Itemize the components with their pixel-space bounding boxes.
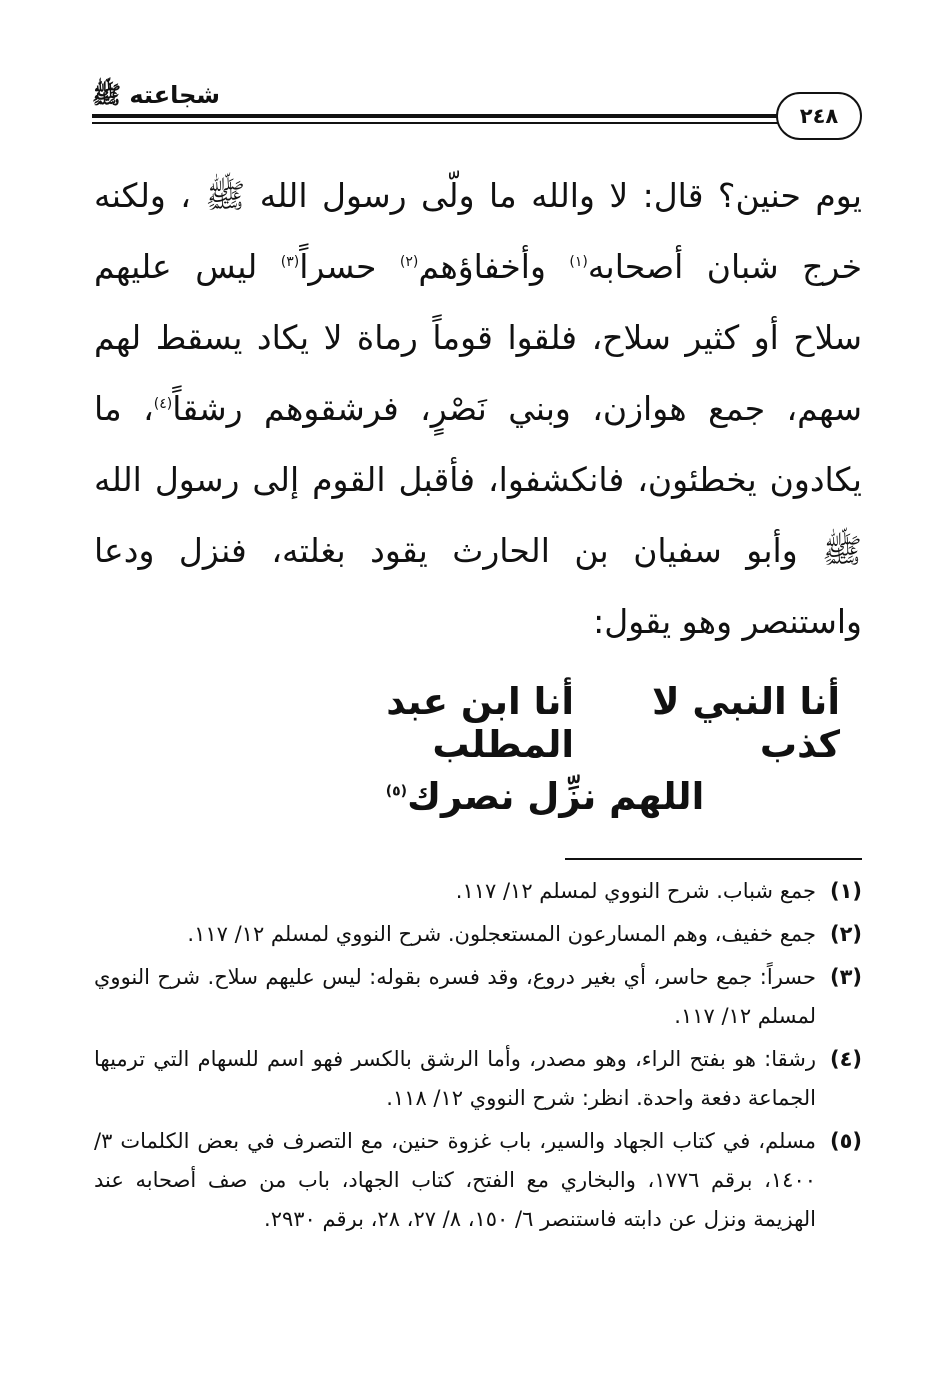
footnote (94, 1040, 862, 1118)
running-title: شجاعته ﷺ (92, 81, 221, 109)
header-rule-thick (92, 114, 792, 118)
footnote (94, 1122, 862, 1239)
footnote-number: (٢) (829, 922, 862, 946)
body-line-2 (94, 231, 862, 302)
footnote-separator (565, 858, 862, 860)
footnote-mark-4: (٤) (153, 396, 173, 412)
footnote-number: (٤) (829, 1047, 862, 1071)
footnote-text: حسراً: جمع حاسر، أي بغير دروع، وقد فسره بقوله: ليس عليهم سلاح. شرح النووي لمسلم ١٢/ ١١٧. (94, 965, 816, 1028)
footnote-text: جمع شباب. شرح النووي لمسلم ١٢/ ١١٧. (455, 879, 816, 903)
poem-hemistich-1: أنا النبي لا كذب (652, 680, 840, 766)
poem-line-2-text: اللهم نزِّل نصرك (407, 775, 705, 818)
page-number: ٢٤٨ (776, 92, 862, 140)
body-line-4-a: سهم، جمع هوازن، وبني نَصْرٍ، فرشقوهم رشقاً (172, 389, 862, 428)
footnote-mark-5: (٥) (385, 783, 408, 800)
poem-hemistich-2: أنا ابن عبد المطلب (386, 680, 575, 766)
footnote-text: رشقا: هو بفتح الراء، وهو مصدر، وأما الرشق بالكسر فهو اسم للسهام التي ترميها الجماعة دفعة واحدة. انظر: شرح النووي ١٢/ ١١٨. (94, 1047, 816, 1110)
body-line-2-c: حسراً (299, 247, 377, 286)
body-line-7: واستنصر وهو يقول: (593, 602, 862, 641)
body-line-4 (94, 373, 862, 444)
footnote-number: (٣) (829, 965, 862, 989)
poem-line-2 (250, 775, 840, 818)
footnote (94, 872, 862, 911)
footnote-text: مسلم، في كتاب الجهاد والسير، باب غزوة حنين، مع التصرف في بعض الكلمات ٣/ ١٤٠٠، برقم ١٧٧٦، والبخاري مع الفتح، كتاب الجهاد، باب من صف أصحابه عند الهزيمة ونزل عن دابته فاستنصر ٦/ ١٥٠، ٨/ ٢٧، ٢٨، برقم ٢٩٣٠. (94, 1129, 817, 1231)
body-line-2-d: ليس عليهم (94, 247, 258, 286)
footnotes (94, 872, 862, 1243)
header-rule-thin (92, 122, 792, 124)
body-line-1: يوم حنين؟ قال: لا والله ما ولّى رسول الله ﷺ ، ولكنه (94, 176, 862, 215)
footnote-mark-2: (٢) (399, 254, 419, 270)
main-text (94, 160, 862, 657)
footnote-text: جمع خفيف، وهم المسارعون المستعجلون. شرح النووي لمسلم ١٢/ ١١٧. (187, 922, 816, 946)
body-line-5: يكادون يخطئون، فانكشفوا، فأقبل القوم إلى رسول الله (94, 460, 862, 499)
body-line-6: ﷺ وأبو سفيان بن الحارث يقود بغلته، فنزل ودعا (94, 531, 862, 570)
poem-verse (250, 680, 840, 766)
body-line-3: سلاح أو كثير سلاح، فلقوا قوماً رماة لا يكاد يسقط لهم (94, 318, 862, 357)
body-line-2-a: خرج شبان أصحابه (587, 247, 862, 286)
footnote (94, 915, 862, 954)
footnote-number: (١) (829, 879, 862, 903)
body-line-4-b: ، ما (94, 389, 154, 428)
footnote-number: (٥) (829, 1129, 862, 1153)
footnote (94, 958, 862, 1036)
body-line-2-b: وأخفاؤهم (418, 247, 546, 286)
footnote-mark-1: (١) (569, 254, 588, 270)
footnote-mark-3: (٣) (280, 254, 300, 270)
